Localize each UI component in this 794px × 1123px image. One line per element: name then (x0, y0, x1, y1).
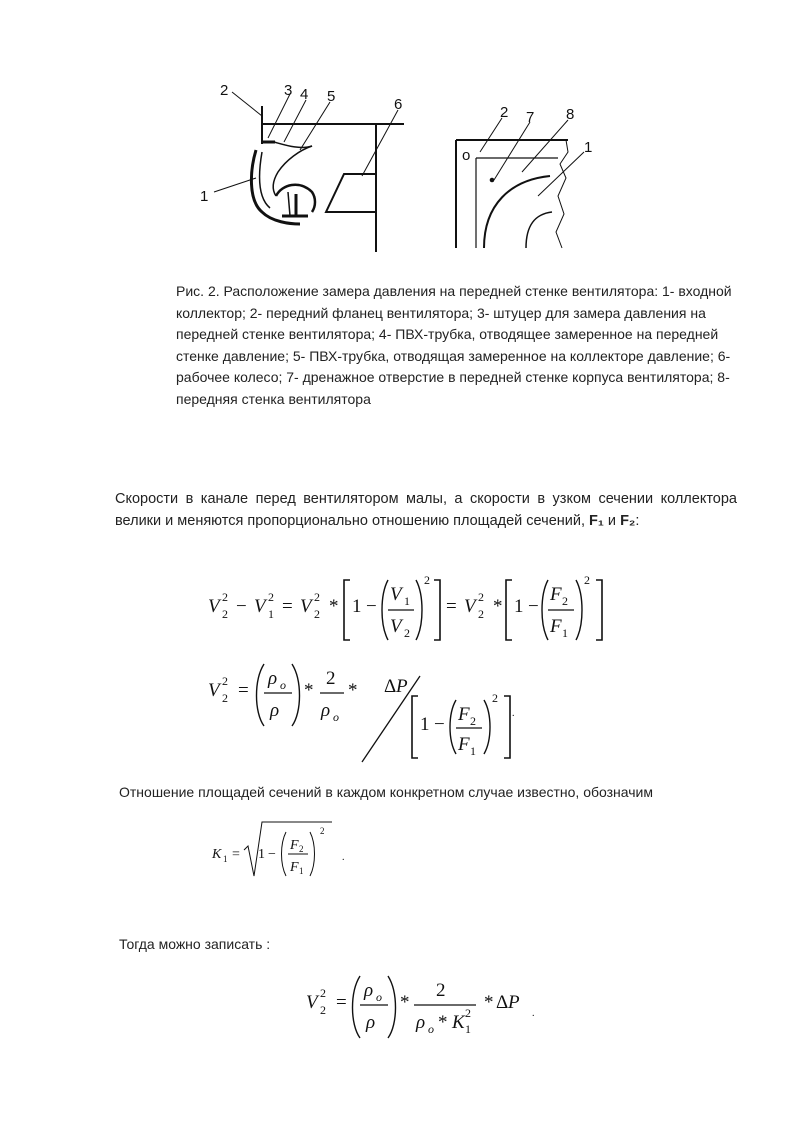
svg-text:2: 2 (320, 826, 325, 836)
symbol-f2: F₂ (620, 512, 636, 529)
svg-text:ρ: ρ (270, 700, 280, 721)
svg-text:1: 1 (562, 626, 568, 640)
label-3-left: 3 (284, 82, 293, 99)
symbol-f1: F₁ (589, 512, 604, 529)
svg-text:K: K (212, 847, 222, 862)
label-6-left: 6 (394, 96, 403, 113)
svg-text:Δ: Δ (384, 676, 397, 697)
svg-text:=: = (446, 596, 457, 617)
svg-text:ρ: ρ (268, 668, 278, 689)
svg-text:Δ: Δ (496, 992, 509, 1013)
svg-text:=: = (232, 847, 240, 862)
label-7-right: 7 (526, 109, 535, 126)
svg-text:=: = (238, 680, 249, 701)
label-8-right: 8 (566, 106, 575, 123)
svg-text:*: * (484, 992, 494, 1013)
svg-text:1: 1 (420, 714, 430, 735)
svg-text:−: − (528, 596, 539, 617)
svg-text:F: F (550, 584, 562, 605)
label-2-right: 2 (500, 104, 509, 121)
svg-text:*: * (304, 680, 314, 701)
svg-text:V: V (464, 596, 476, 617)
svg-text:*: * (493, 596, 503, 617)
svg-text:2: 2 (326, 668, 336, 689)
svg-text:K: K (452, 1012, 465, 1033)
svg-text:−: − (434, 714, 445, 735)
svg-text:2: 2 (465, 1006, 471, 1020)
label-5-left: 5 (327, 88, 336, 105)
svg-text:*: * (400, 992, 410, 1013)
svg-text:o: o (376, 990, 382, 1004)
svg-text:P: P (396, 676, 408, 697)
svg-text:2: 2 (562, 594, 568, 608)
svg-text:V: V (208, 596, 220, 617)
formula-k1 (211, 822, 345, 876)
paragraph-and: и (603, 512, 621, 529)
svg-text:*: * (329, 596, 339, 617)
svg-text:ρ: ρ (321, 700, 331, 721)
svg-text:1: 1 (465, 1022, 471, 1036)
label-2-left: 2 (220, 82, 229, 99)
svg-text:ρ: ρ (364, 980, 374, 1001)
svg-text:V: V (254, 596, 266, 617)
svg-text:*: * (438, 1012, 448, 1033)
svg-text:2: 2 (314, 590, 320, 604)
svg-text:1: 1 (404, 594, 410, 608)
label-1-right: 1 (584, 139, 593, 156)
svg-text:1: 1 (514, 596, 524, 617)
svg-text:2: 2 (584, 573, 590, 587)
svg-text:1: 1 (299, 866, 304, 876)
label-4-left: 4 (300, 86, 309, 103)
svg-text:1: 1 (223, 854, 228, 864)
svg-text:2: 2 (424, 573, 430, 587)
svg-text:1: 1 (470, 744, 476, 758)
svg-text:ρ: ρ (366, 1012, 376, 1033)
svg-text:F: F (290, 838, 299, 853)
svg-text:.: . (532, 1008, 535, 1019)
svg-text:2: 2 (320, 986, 326, 1000)
svg-text:F: F (458, 734, 470, 755)
svg-text:2: 2 (222, 674, 228, 688)
label-1-left: 1 (200, 188, 209, 205)
svg-text:1: 1 (352, 596, 362, 617)
svg-text:o: o (280, 678, 286, 692)
svg-text:2: 2 (222, 607, 228, 621)
svg-text:2: 2 (314, 607, 320, 621)
svg-text:F: F (550, 616, 562, 637)
svg-text:2: 2 (404, 626, 410, 640)
svg-text:V: V (208, 680, 220, 701)
formula-final (306, 976, 535, 1038)
svg-text:ρ: ρ (416, 1012, 426, 1033)
marker-o: o (462, 147, 471, 164)
svg-text:V: V (390, 584, 402, 605)
svg-text:F: F (290, 860, 299, 875)
svg-text:=: = (336, 992, 347, 1013)
then-text: Тогда можно записать : (119, 936, 271, 952)
svg-text:V: V (300, 596, 312, 617)
paragraph-end: : (635, 512, 640, 529)
svg-text:*: * (348, 680, 358, 701)
svg-text:2: 2 (478, 607, 484, 621)
svg-text:P: P (508, 992, 520, 1013)
figure-caption: Рис. 2. Расположение замера давления на передней стенке вентилятора: 1- входной коллектор; 2- передний фланец вентилятора; 3- штуцер для замера давления на передней стенке вентилятора; 4- ПВХ-трубка, отводящее замеренное на передней стенке давление; 5- ПВХ-трубка, отводящая замеренное на коллекторе давление; 6- рабочее колесо; 7- дренажное отверстие в передней стенке корпуса вентилятора; 8- передняя стенка вентилятора (176, 283, 732, 407)
svg-text:V: V (390, 616, 402, 637)
ratio-text: Отношение площадей сечений в каждом конкретном случае известно, обозначим (119, 784, 653, 800)
svg-text:o: o (333, 710, 339, 724)
svg-text:2: 2 (222, 590, 228, 604)
svg-text:2: 2 (470, 714, 476, 728)
svg-text:o: o (428, 1022, 434, 1036)
svg-text:1: 1 (268, 607, 274, 621)
svg-text:V: V (306, 992, 318, 1013)
svg-text:2: 2 (299, 844, 304, 854)
svg-text:−: − (366, 596, 377, 617)
svg-text:=: = (282, 596, 293, 617)
svg-text:2: 2 (320, 1003, 326, 1017)
svg-text:F: F (458, 704, 470, 725)
svg-text:2: 2 (436, 980, 446, 1001)
svg-text:2: 2 (478, 590, 484, 604)
svg-text:2: 2 (222, 691, 228, 705)
svg-text:1: 1 (258, 847, 265, 862)
svg-text:2: 2 (492, 691, 498, 705)
paragraph-text: Скорости в канале перед вентилятором малы, а скорости в узком сечении коллектора велики и меняются пропорционально отношению площадей сечений, (115, 491, 737, 529)
svg-text:−: − (236, 596, 247, 617)
formula-velocity-difference (208, 573, 602, 640)
svg-text:−: − (268, 847, 276, 862)
svg-text:.: . (512, 708, 515, 719)
svg-text:.: . (342, 852, 345, 863)
svg-text:2: 2 (268, 590, 274, 604)
formula-velocity-squared (208, 664, 515, 762)
